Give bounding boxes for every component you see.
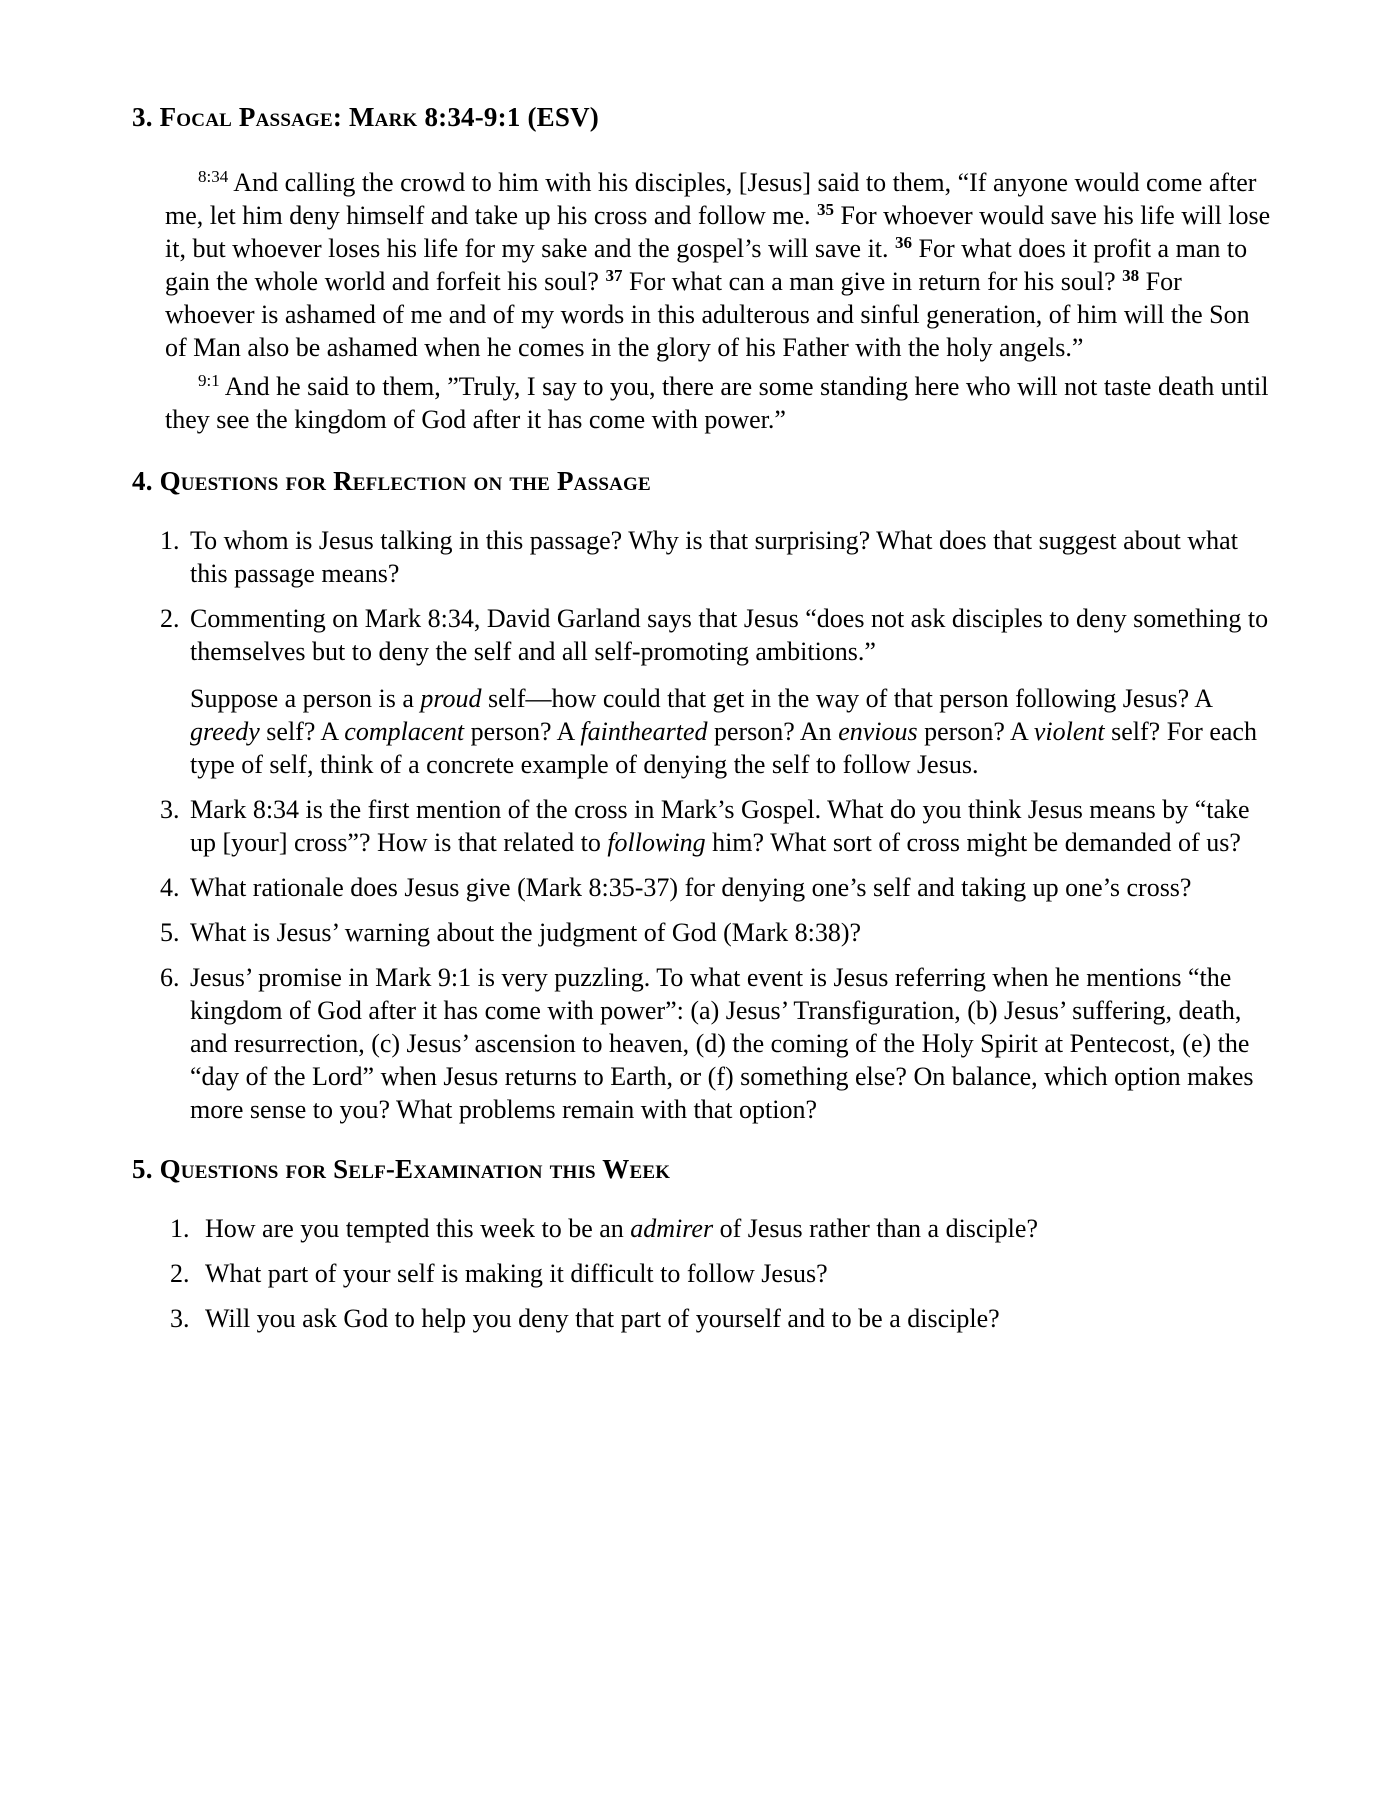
question-paragraph — [205, 1257, 1272, 1290]
reflection-questions-list — [132, 524, 1272, 1126]
text-run: Mark 8:34 is the first mention of the cross in Mark’s Gospel. What do you think Jesus means by “take up [your] cross”? How is that related to — [190, 795, 1250, 857]
question-item — [170, 1302, 1272, 1335]
question-item — [160, 793, 1272, 859]
focal-passage-text — [165, 166, 1272, 436]
text-run: Suppose a person is a — [190, 684, 421, 713]
text-run: person? A — [464, 717, 581, 746]
question-item — [160, 871, 1272, 904]
question-number: 4. — [160, 873, 180, 902]
verse-number: 36 — [895, 233, 913, 252]
text-run: For whoever would save his life will lose it, but whoever loses his life for my sake and the gospel’s will save it. — [165, 201, 1271, 263]
text-run: person? A — [917, 717, 1034, 746]
question-item — [160, 961, 1272, 1126]
focal-passage-heading: 3. Focal Passage: Mark 8:34-9:1 (ESV) — [132, 102, 599, 132]
self-examination-list — [132, 1212, 1272, 1335]
text-run: For whoever is ashamed of me and of my words in this adulterous and sinful generation, of him will the Son of Man also be ashamed when he comes in the glory of his Father with the holy angels.” — [165, 267, 1250, 362]
passage-paragraph — [165, 370, 1272, 436]
text-run: Commenting on Mark 8:34, David Garland says that Jesus “does not ask disciples to deny something to themselves but to deny the self and all self-promoting ambitions.” — [190, 604, 1269, 666]
question-text — [205, 1257, 1272, 1290]
question-number: 3. — [160, 795, 180, 824]
question-number: 2. — [170, 1259, 190, 1288]
question-paragraph — [190, 916, 1272, 949]
text-run: person? An — [707, 717, 839, 746]
text-run: violent — [1033, 717, 1105, 746]
question-item — [160, 602, 1272, 781]
text-run: envious — [838, 717, 918, 746]
text-run: Jesus’ promise in Mark 9:1 is very puzzling. To what event is Jesus referring when he mentions “the kingdom of God after it has come with power”: (a) Jesus’ Transfiguration, (b) Jesus’ suffering, death, and resurrection, (c) Jesus’ ascension to heaven, (d) the coming of the Holy Spirit at Pentecost, (e) the “day of the Lord” when Jesus returns to Earth, or (f) something else? On balance, which option makes more sense to you? What problems remain with that option? — [190, 963, 1254, 1124]
question-item — [170, 1212, 1272, 1245]
text-run: self—how could that get in the way of that person following Jesus? A — [481, 684, 1212, 713]
verse-number: 8:34 — [198, 167, 229, 186]
question-number: 1. — [160, 526, 180, 555]
section-reflection-questions — [132, 464, 1272, 1126]
text-run: fainthearted — [580, 717, 708, 746]
text-run: How are you tempted this week to be an — [205, 1214, 631, 1243]
question-paragraph — [190, 602, 1272, 668]
text-run: For what can a man give in return for his soul? — [622, 267, 1123, 296]
question-number: 1. — [170, 1214, 190, 1243]
passage-paragraph — [165, 166, 1272, 364]
question-text — [190, 793, 1272, 859]
question-text — [190, 871, 1272, 904]
text-run: self? For each type of self, think of a concrete example of denying the self to follow Jesus. — [190, 717, 1257, 779]
text-run: And calling the crowd to him with his disciples, [Jesus] said to them, “If anyone would come after me, let him deny himself and take up his cross and follow me. — [165, 168, 1257, 230]
text-run: What rationale does Jesus give (Mark 8:35-37) for denying one’s self and taking up one’s cross? — [190, 873, 1192, 902]
self-examination-heading: 5. Questions for Self-Examination this Week — [132, 1154, 671, 1184]
section-self-examination — [132, 1152, 1272, 1335]
text-run: complacent — [344, 717, 465, 746]
text-run: proud — [420, 684, 482, 713]
question-paragraph — [190, 682, 1272, 781]
question-number: 3. — [170, 1304, 190, 1333]
question-paragraph — [190, 793, 1272, 859]
question-paragraph — [205, 1212, 1272, 1245]
text-run: To whom is Jesus talking in this passage? Why is that surprising? What does that suggest about what this passage means? — [190, 526, 1238, 588]
text-run: greedy — [190, 717, 260, 746]
question-item — [170, 1257, 1272, 1290]
text-run: What is Jesus’ warning about the judgment of God (Mark 8:38)? — [190, 918, 862, 947]
text-run: For what does it profit a man to gain the whole world and forfeit his soul? — [165, 234, 1248, 296]
text-run: What part of your self is making it difficult to follow Jesus? — [205, 1259, 828, 1288]
text-run: him? What sort of cross might be demanded of us? — [705, 828, 1241, 857]
question-item — [160, 916, 1272, 949]
question-number: 2. — [160, 604, 180, 633]
text-run: self? A — [259, 717, 345, 746]
question-text — [190, 602, 1272, 781]
text-run: admirer — [630, 1214, 714, 1243]
text-run: Will you ask God to help you deny that part of yourself and to be a disciple? — [205, 1304, 1000, 1333]
text-run: And he said to them, ”Truly, I say to you, there are some standing here who will not taste death until they see the kingdom of God after it has come with power.” — [165, 372, 1269, 434]
verse-number: 35 — [817, 200, 835, 219]
question-item — [160, 524, 1272, 590]
section-focal-passage — [132, 100, 1272, 436]
question-paragraph — [190, 871, 1272, 904]
question-paragraph — [190, 524, 1272, 590]
question-text — [190, 916, 1272, 949]
question-number: 6. — [160, 963, 180, 992]
verse-number: 37 — [605, 266, 623, 285]
verse-number: 9:1 — [198, 371, 220, 390]
verse-number: 38 — [1122, 266, 1140, 285]
reflection-questions-heading: 4. Questions for Reflection on the Passage — [132, 466, 651, 496]
question-paragraph — [205, 1302, 1272, 1335]
question-text — [190, 524, 1272, 590]
question-text — [205, 1212, 1272, 1245]
question-number: 5. — [160, 918, 180, 947]
text-run: of Jesus rather than a disciple? — [713, 1214, 1038, 1243]
text-run: following — [607, 828, 706, 857]
question-text — [205, 1302, 1272, 1335]
question-text — [190, 961, 1272, 1126]
question-paragraph — [190, 961, 1272, 1126]
